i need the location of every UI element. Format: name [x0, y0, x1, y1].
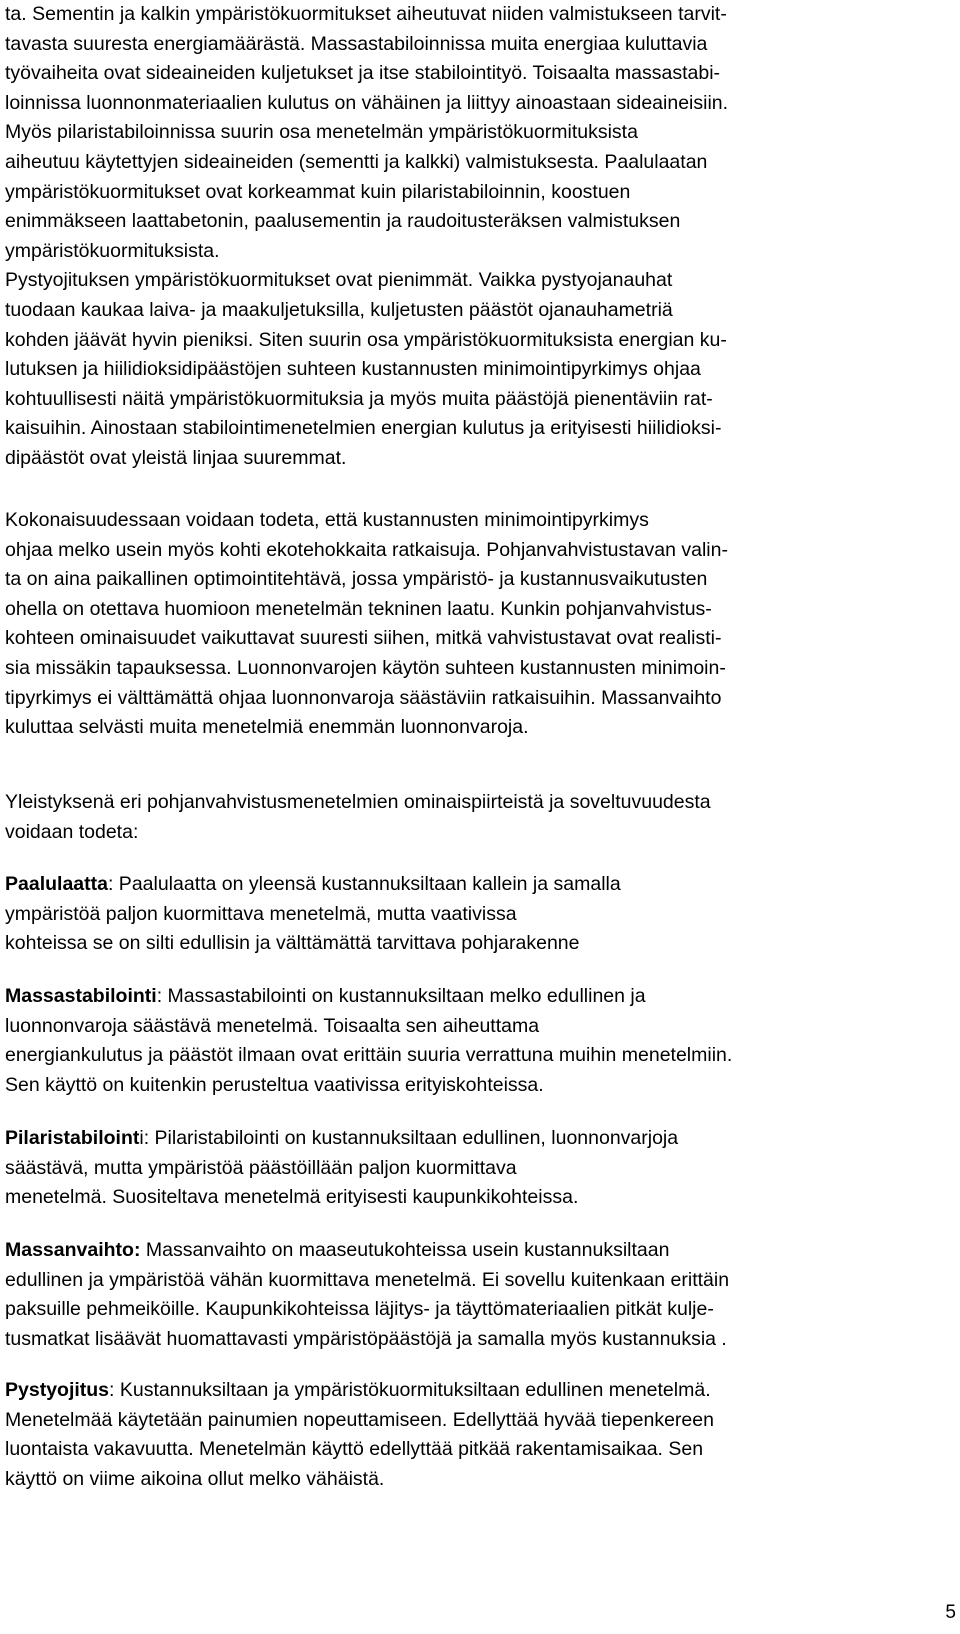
paragraph-p1-line: lutuksen ja hiilidioksidipäästöjen suhteen kustannusten minimointipyrkimys ohjaa: [5, 358, 701, 381]
definition-massastabilointi-line: Sen käyttö on kuitenkin perusteltua vaativissa erityiskohteissa.: [5, 1073, 544, 1096]
paragraph-p1-line: Pystyojituksen ympäristökuormitukset ovat pienimmät. Vaikka pystyojanauhat: [5, 269, 673, 292]
paragraph-p1-line: kaisuihin. Ainostaan stabilointimenetelmien energian kulutus ja erityisesti hiilidioksi-: [5, 417, 722, 440]
definition-massanvaihto-line: tusmatkat lisäävät huomattavasti ympäristöpäästöjä ja samalla myös kustannuksia .: [5, 1327, 727, 1350]
paragraph-p1-line: ympäristökuormituksista.: [5, 239, 220, 262]
definition-term: Massanvaihto:: [5, 1239, 141, 1261]
definition-text: Massanvaihto on maaseutukohteissa usein kustannuksiltaan: [140, 1239, 670, 1261]
paragraph-p1-line: kohtuullisesti näitä ympäristökuormituksia ja myös muita päästöjä pienentäviin rat-: [5, 387, 713, 410]
definition-massanvaihto-line: [5, 1236, 669, 1264]
definition-text: Paalulaatta on yleensä kustannuksiltaan kallein ja samalla: [113, 873, 621, 895]
definition-pilaristabilointi-line: säästävä, mutta ympäristöä päästöillään paljon kuormittava: [5, 1156, 517, 1179]
definition-separator: :: [109, 1379, 115, 1401]
definition-pystyojitus-line: [5, 1376, 711, 1404]
paragraph-p1-line: ympäristökuormitukset ovat korkeammat kuin pilaristabiloinnin, koostuen: [5, 180, 631, 203]
definition-paalulaatta-line: kohteissa se on silti edullisin ja välttämättä tarvittava pohjarakenne: [5, 932, 580, 955]
definition-massastabilointi-line: [5, 982, 646, 1010]
definition-text: Massastabilointi on kustannuksiltaan melko edullinen ja: [162, 985, 646, 1007]
paragraph-p2-line: Kokonaisuudessaan voidaan todeta, että kustannusten minimointipyrkimys: [5, 509, 649, 531]
paragraph-p2-line: kuluttaa selvästi muita menetelmiä enemmän luonnonvaroja.: [5, 716, 529, 739]
definition-pilaristabilointi-line: [5, 1124, 678, 1152]
paragraph-p2-line: kohteen ominaisuudet vaikuttavat suuresti siihen, mitkä vahvistustavat ovat realisti-: [5, 627, 722, 650]
definition-term: Pilaristabiloint: [5, 1127, 140, 1149]
paragraph-p2-line: ohella on otettava huomioon menetelmän tekninen laatu. Kunkin pohjanvahvistus-: [5, 597, 712, 620]
paragraph-p3-line: voidaan todeta:: [5, 820, 139, 843]
definition-paalulaatta-line: [5, 870, 621, 898]
definition-pilaristabilointi-line: menetelmä. Suositeltava menetelmä erityisesti kaupunkikohteissa.: [5, 1186, 579, 1209]
paragraph-p1-line: dipäästöt ovat yleistä linjaa suuremmat.: [5, 447, 347, 469]
paragraph-p1-line: työvaiheita ovat sideaineiden kuljetukset ja itse stabilointityö. Toisaalta massastabi-: [5, 62, 721, 85]
definition-pystyojitus-line: käyttö on viime aikoina ollut melko vähäistä.: [5, 1467, 385, 1490]
paragraph-p1-line: aiheutuu käytettyjen sideaineiden (sementti ja kalkki) valmistuksesta. Paalulaatan: [5, 151, 708, 173]
definition-term: Massastabilointi: [5, 985, 157, 1007]
definition-term: Pystyojitus: [5, 1379, 110, 1401]
definition-massastabilointi-line: luonnonvaroja säästävä menetelmä. Toisaalta sen aiheuttama: [5, 1014, 540, 1037]
definition-paalulaatta-line: ympäristöä paljon kuormittava menetelmä, mutta vaativissa: [5, 902, 517, 925]
paragraph-p2-line: sia missäkin tapauksessa. Luonnonvarojen käytön suhteen kustannusten minimoin-: [5, 657, 726, 679]
paragraph-p1-line: loinnissa luonnonmateriaalien kulutus on vähäinen ja liittyy ainoastaan sideaineisiin.: [5, 91, 729, 114]
definition-text: Kustannuksiltaan ja ympäristökuormituksiltaan edullinen menetelmä.: [114, 1379, 711, 1401]
definition-massanvaihto-line: paksuille pehmeiköille. Kaupunkikohteissa läjitys- ja täyttömateriaalien pitkät kulje-: [5, 1298, 714, 1321]
paragraph-p2-line: ta on aina paikallinen optimointitehtävä, jossa ympäristö- ja kustannusvaikutusten: [5, 568, 708, 591]
definition-massastabilointi-line: energiankulutus ja päästöt ilmaan ovat erittäin suuria verrattuna muihin menetelmiin.: [5, 1044, 733, 1067]
paragraph-p1-line: tavasta suuresta energiamäärästä. Massastabiloinnissa muita energiaa kuluttavia: [5, 32, 708, 55]
definition-text: Pilaristabilointi on kustannuksiltaan edullinen, luonnonvarjoja: [149, 1127, 679, 1149]
definition-term: Paalulaatta: [5, 873, 108, 895]
definition-separator: :: [107, 873, 114, 895]
paragraph-p1-line: Myös pilaristabiloinnissa suurin osa menetelmän ympäristökuormituksista: [5, 121, 638, 144]
page-number: 5: [945, 1602, 956, 1623]
paragraph-p3-line: Yleistyksenä eri pohjanvahvistusmenetelmien ominaispiirteistä ja soveltuvuudesta: [5, 791, 711, 813]
paragraph-p1-line: tuodaan kaukaa laiva- ja maakuljetuksilla, kuljetusten päästöt ojanauhametriä: [5, 299, 673, 321]
definition-massanvaihto-line: edullinen ja ympäristöä vähän kuormittava menetelmä. Ei sovellu kuitenkaan erittäin: [5, 1268, 730, 1291]
paragraph-p2-line: tipyrkimys ei välttämättä ohjaa luonnonvaroja säästäviin ratkaisuihin. Massanvaihto: [5, 686, 722, 709]
paragraph-p2-line: ohjaa melko usein myös kohti ekotehokkaita ratkaisuja. Pohjanvahvistustavan valin-: [5, 538, 728, 561]
paragraph-p1-line: ta. Sementin ja kalkin ympäristökuormitukset aiheutuvat niiden valmistukseen tarvit-: [5, 3, 727, 25]
definition-pystyojitus-line: Menetelmää käytetään painumien nopeuttamiseen. Edellyttää hyvää tiepenkereen: [5, 1408, 714, 1431]
definition-separator: :: [156, 985, 163, 1007]
definition-pystyojitus-line: luontaista vakavuutta. Menetelmän käyttö edellyttää pitkää rakentamisaikaa. Sen: [5, 1438, 704, 1461]
paragraph-p1-line: kohden jäävät hyvin pieniksi. Siten suurin osa ympäristökuormituksista energian ku-: [5, 328, 727, 351]
definition-separator: i:: [139, 1127, 150, 1149]
paragraph-p1-line: enimmäkseen laattabetonin, paalusementin ja raudoitusteräksen valmistuksen: [5, 210, 681, 233]
